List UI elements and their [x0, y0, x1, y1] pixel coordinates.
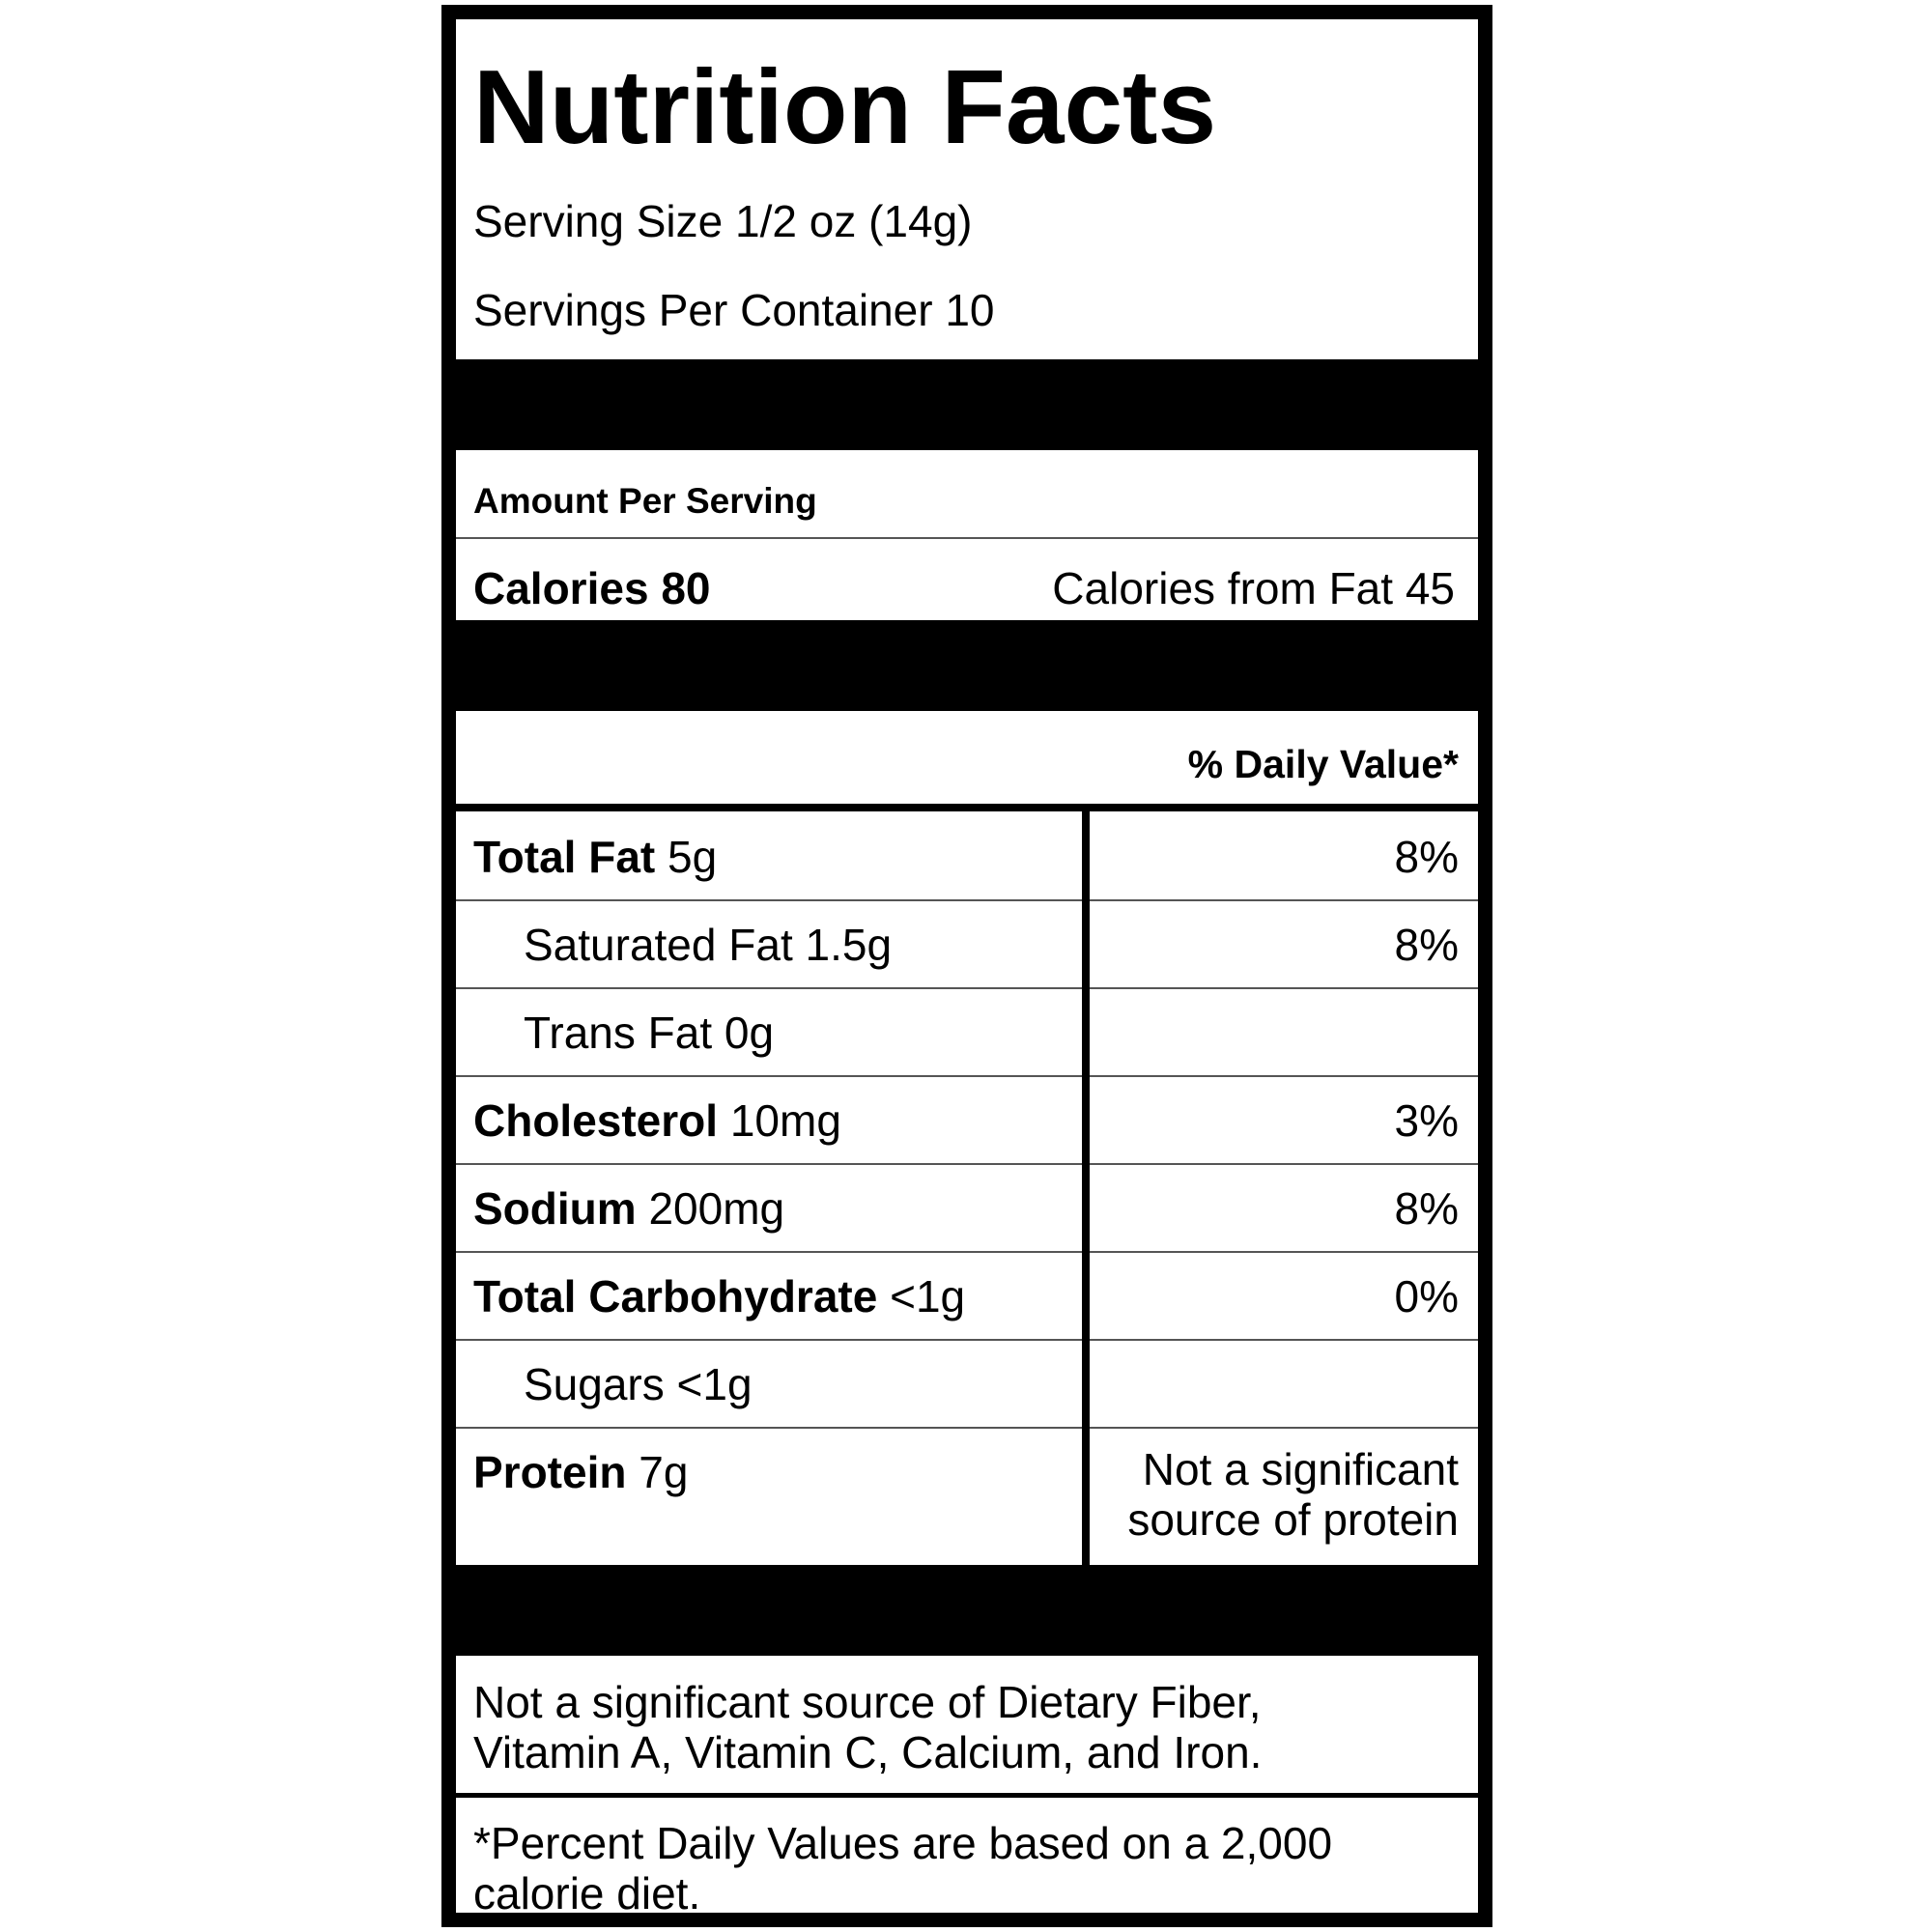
- nutrient-percent: 8%: [1394, 1183, 1459, 1234]
- nutrient-row-sugars: [456, 1339, 1478, 1427]
- column-divider: [1082, 811, 1090, 1565]
- nutrient-amount: 10mg: [729, 1095, 841, 1146]
- not-significant-note: Not a significant source of Dietary Fiber, Vitamin A, Vitamin C, Calcium, and Iron.: [473, 1677, 1263, 1777]
- nutrient-amount: 200mg: [648, 1183, 785, 1234]
- nutrient-name: [473, 831, 717, 883]
- nutrient-name: [473, 1446, 688, 1498]
- nutrient-label: Total Fat: [473, 832, 656, 882]
- nutrient-row-saturated-fat: [456, 899, 1478, 987]
- footer-rule: [456, 1793, 1478, 1798]
- nutrient-name: [473, 1182, 784, 1235]
- nutrient-row-total-carbohydrate: [456, 1251, 1478, 1339]
- nutrient-label: Cholesterol: [473, 1095, 719, 1146]
- nutrient-amount: 7g: [639, 1447, 689, 1497]
- nutrient-percent: 8%: [1394, 920, 1459, 970]
- nutrient-amount: <1g: [890, 1271, 966, 1321]
- protein-note: Not a significant source of protein: [1127, 1444, 1459, 1545]
- calories: [473, 562, 710, 614]
- daily-value-footnote: *Percent Daily Values are based on a 2,000 calorie diet.: [473, 1818, 1333, 1918]
- nutrient-name: Saturated Fat 1.5g: [524, 920, 893, 970]
- daily-value-header: % Daily Value*: [1187, 742, 1459, 786]
- nutrient-label: Total Carbohydrate: [473, 1271, 878, 1321]
- nutrient-percent: 3%: [1394, 1095, 1459, 1146]
- nutrient-row-total-fat: [456, 811, 1478, 899]
- nutrient-name: [473, 1094, 841, 1147]
- nutrient-row-sodium: [456, 1163, 1478, 1251]
- nutrient-label: Protein: [473, 1447, 627, 1497]
- amount-per-serving: Amount Per Serving: [473, 481, 817, 521]
- serving-size: Serving Size 1/2 oz (14g): [473, 196, 973, 246]
- nutrient-amount: 5g: [668, 832, 718, 882]
- nutrient-percent: 0%: [1394, 1271, 1459, 1321]
- divider-line: [456, 537, 1478, 539]
- nutrient-row-cholesterol: [456, 1075, 1478, 1163]
- servings-per-container: Servings Per Container 10: [473, 285, 995, 335]
- nutrient-label: Sodium: [473, 1183, 637, 1234]
- label-title: Nutrition Facts: [473, 48, 1217, 166]
- calories-from-fat: Calories from Fat 45: [1052, 563, 1455, 613]
- calories-value: 80: [661, 563, 711, 613]
- nutrient-percent: 8%: [1394, 832, 1459, 882]
- nutrient-row-trans-fat: [456, 987, 1478, 1075]
- calories-label: Calories: [473, 563, 649, 613]
- nutrition-facts-label: [441, 5, 1492, 1927]
- nutrient-name: Sugars <1g: [524, 1359, 753, 1409]
- thick-divider-middle: [456, 620, 1478, 711]
- daily-value-rule: [456, 804, 1478, 811]
- thick-divider-top: [456, 359, 1478, 450]
- thick-divider-bottom: [456, 1565, 1478, 1656]
- nutrient-name: [473, 1270, 965, 1322]
- nutrient-name: Trans Fat 0g: [524, 1008, 775, 1058]
